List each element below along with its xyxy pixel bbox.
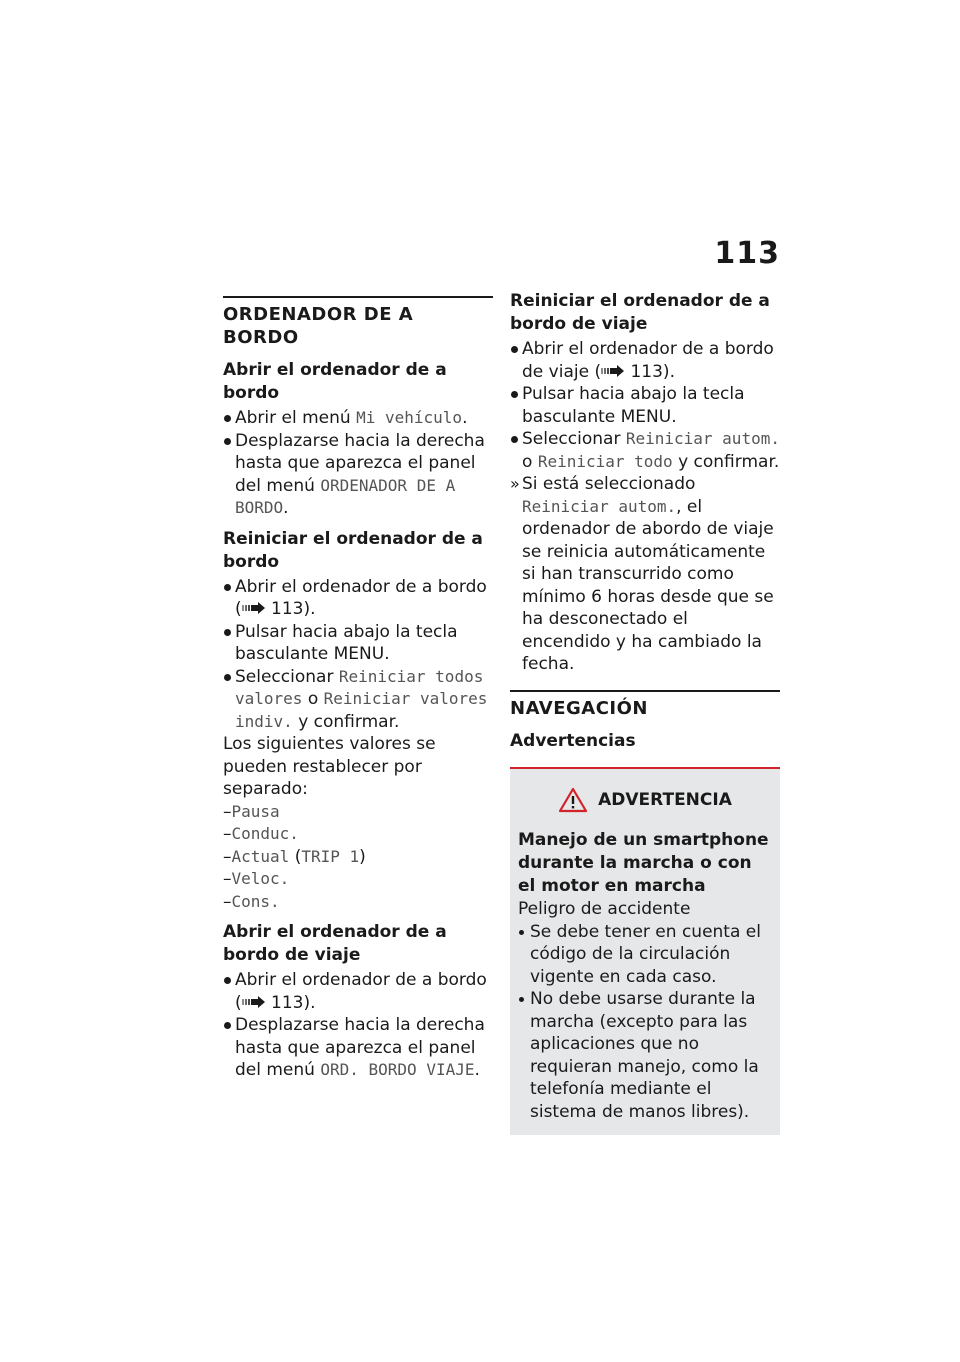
section-title: ORDENADOR DE A BORDO bbox=[223, 304, 414, 348]
list-item: –Pausa bbox=[223, 801, 280, 822]
page-number: 113 bbox=[714, 236, 780, 271]
warning-label: ADVERTENCIA bbox=[598, 789, 732, 810]
arrow-reference-icon bbox=[601, 365, 625, 377]
list-item: Abrir el ordenador de a bordo de viaje ( 113). bbox=[510, 338, 780, 383]
list-item: Desplazarse hacia la derecha hasta que aparezca el panel del menú ORD. BORDO VIAJE. bbox=[223, 1014, 493, 1082]
list-item: Seleccionar Reiniciar todos valores o Reiniciar valores indiv. y confirmar. bbox=[223, 666, 493, 734]
list-item: No debe usarse durante la marcha (excepto para las aplicaciones que no requieran manejo, como la telefonía mediante el sistema de manos libres). bbox=[518, 988, 772, 1123]
list-item: Abrir el ordenador de a bordo ( 113). bbox=[223, 969, 493, 1014]
list-item: –Veloc. bbox=[223, 869, 290, 889]
warning-box bbox=[510, 767, 780, 1135]
list-item: –Actual (TRIP 1) bbox=[223, 846, 366, 867]
list-item: Desplazarse hacia la derecha hasta que aparezca el panel del menú ORDENADOR DE A BORDO. bbox=[223, 430, 493, 520]
list-item: Pulsar hacia abajo la tecla basculante MENU. bbox=[510, 383, 780, 428]
section-rule bbox=[510, 690, 780, 692]
warning-danger: Peligro de accidente bbox=[518, 899, 691, 919]
warning-title: Manejo de un smartphone durante la marcha o con el motor en marcha bbox=[518, 830, 769, 896]
steps-open-trip-computer bbox=[223, 969, 493, 1082]
list-item: Pulsar hacia abajo la tecla basculante MENU. bbox=[223, 621, 493, 666]
heading-reset-computer: Reiniciar el ordenador de a bordo bbox=[223, 528, 483, 572]
result-list bbox=[510, 473, 780, 676]
steps-open-computer bbox=[223, 407, 493, 520]
section-rule bbox=[223, 296, 493, 298]
result-item: » Si está seleccionado Reiniciar autom., el ordenador de abordo de viaje se reinicia automáticamente si han transcurrido como mínimo 6 horas desde que se ha desconectado el encendido y ha cambiado la fecha. bbox=[510, 473, 780, 676]
list-item: –Conduc. bbox=[223, 824, 299, 844]
heading-reset-trip-computer: Reiniciar el ordenador de a bordo de viaje bbox=[510, 291, 770, 334]
steps-reset-trip-computer bbox=[510, 338, 780, 473]
list-item: –Cons. bbox=[223, 891, 280, 912]
left-column bbox=[223, 296, 493, 1082]
reset-note: Los siguientes valores se pueden restablecer por separado: bbox=[223, 734, 436, 799]
right-column bbox=[510, 290, 780, 1135]
heading-open-trip-computer: Abrir el ordenador de a bordo de viaje bbox=[223, 922, 447, 965]
section-title-navigation: NAVEGACIÓN bbox=[510, 697, 648, 719]
arrow-reference-icon bbox=[242, 602, 266, 614]
warning-triangle-icon bbox=[558, 787, 588, 813]
heading-warnings: Advertencias bbox=[510, 731, 636, 751]
arrow-reference-icon bbox=[242, 996, 266, 1008]
steps-reset-computer bbox=[223, 576, 493, 734]
list-item: Abrir el menú Mi vehículo. bbox=[223, 407, 493, 430]
heading-open-computer: Abrir el ordenador de a bordo bbox=[223, 360, 447, 403]
list-item: Se debe tener en cuenta el código de la circulación vigente en cada caso. bbox=[518, 921, 772, 989]
warning-items bbox=[518, 921, 772, 1124]
list-item: Abrir el ordenador de a bordo ( 113). bbox=[223, 576, 493, 621]
resettable-values bbox=[223, 801, 493, 914]
list-item: Seleccionar Reiniciar autom. o Reiniciar todo y confirmar. bbox=[510, 428, 780, 473]
warning-header bbox=[518, 787, 772, 813]
